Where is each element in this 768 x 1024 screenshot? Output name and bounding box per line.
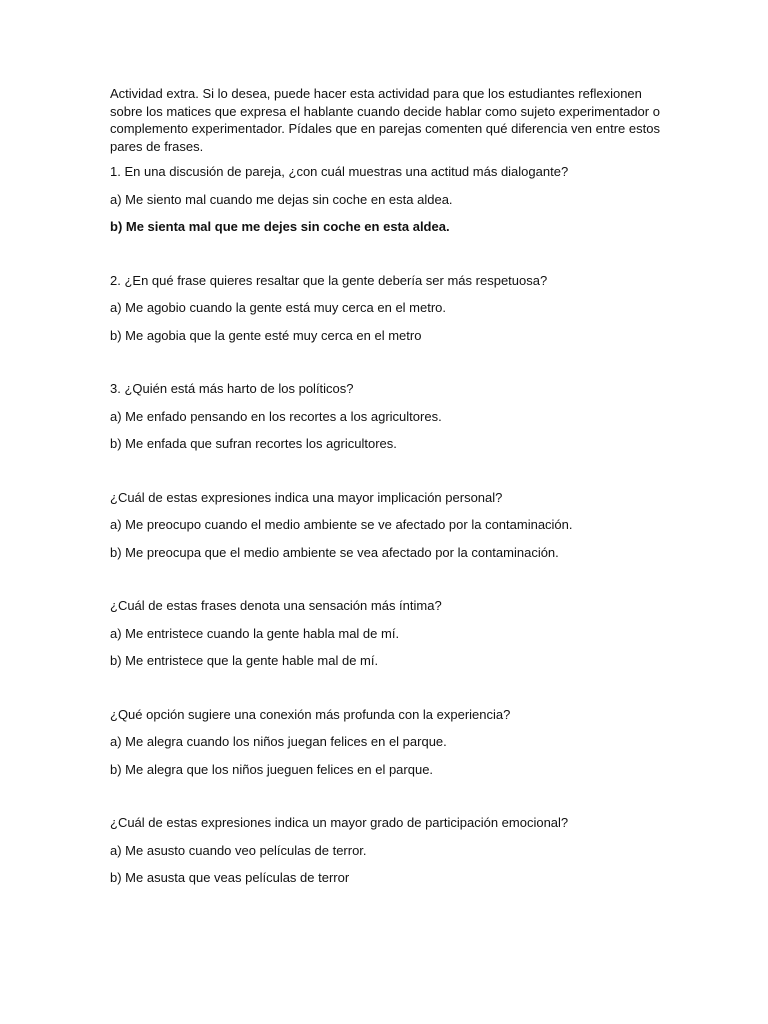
question-text: ¿Cuál de estas expresiones indica un mayor grado de participación emocional? [110,815,569,830]
question-block [110,597,670,670]
question-text: 1. En una discusión de pareja, ¿con cuál muestras una actitud más dialogante? [110,164,569,179]
question-text: ¿Cuál de estas frases denota una sensación más íntima? [110,598,442,613]
spacer [110,354,670,380]
question-block [110,380,670,453]
question-block [110,489,670,562]
option-a: a) Me enfado pensando en los recortes a los agricultores. [110,408,442,424]
spacer [110,680,670,706]
option-b: b) Me sienta mal que me dejes sin coche en esta aldea. [110,219,450,234]
question-block [110,814,670,887]
spacer [110,246,670,272]
question-text: 3. ¿Quién está más harto de los políticos? [110,381,354,396]
spacer [110,463,670,489]
question-text: 2. ¿En qué frase quieres resaltar que la gente debería ser más respetuosa? [110,272,548,288]
option-b: b) Me asusta que veas películas de terror [110,870,350,885]
spacer [110,788,670,814]
intro-paragraph: Actividad extra. Si lo desea, puede hacer esta actividad para que los estudiantes reflexionen sobre los matices que expresa el hablante cuando decide hablar como sujeto experimentador o complemento experimentador. Pídales que en parejas comenten qué diferencia ven entre estos pares de frases. [110,86,660,154]
question-text: ¿Cuál de estas expresiones indica una mayor implicación personal? [110,489,503,505]
question-block [110,272,670,345]
question-block [110,163,670,236]
option-b: b) Me enfada que sufran recortes los agricultores. [110,436,397,451]
question-text: ¿Qué opción sugiere una conexión más profunda con la experiencia? [110,706,511,722]
option-a: a) Me siento mal cuando me dejas sin coche en esta aldea. [110,191,453,207]
option-b: b) Me preocupa que el medio ambiente se vea afectado por la contaminación. [110,544,559,560]
option-a: a) Me alegra cuando los niños juegan felices en el parque. [110,734,447,749]
option-b: b) Me alegra que los niños jueguen felices en el parque. [110,761,434,777]
document-page [110,85,670,897]
option-a: a) Me asusto cuando veo películas de terror. [110,842,367,858]
question-block [110,706,670,779]
spacer [110,571,670,597]
option-a: a) Me entristece cuando la gente habla mal de mí. [110,625,400,641]
option-b: b) Me entristece que la gente hable mal de mí. [110,653,379,668]
option-a: a) Me agobio cuando la gente está muy cerca en el metro. [110,300,447,315]
option-a: a) Me preocupo cuando el medio ambiente se ve afectado por la contaminación. [110,517,573,532]
option-b: b) Me agobia que la gente esté muy cerca en el metro [110,327,422,343]
